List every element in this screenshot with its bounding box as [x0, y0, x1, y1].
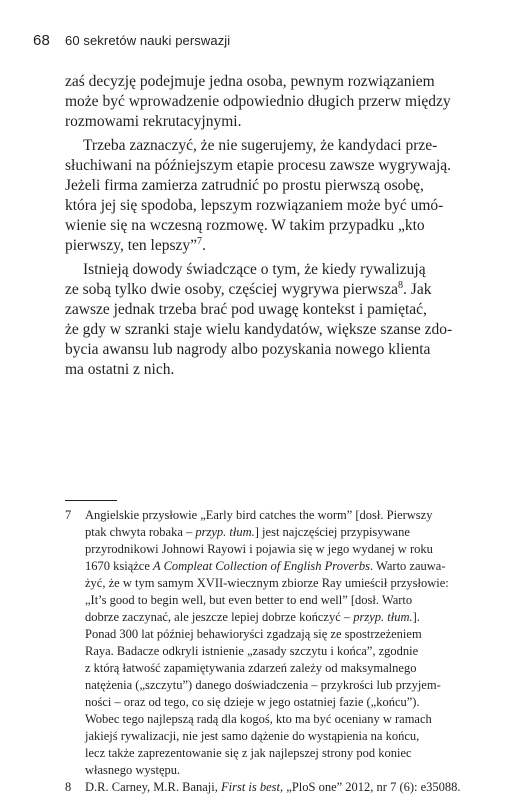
footnote-number: 7: [65, 508, 72, 522]
body-line: ze sobą tylko dwie osoby, częściej wygrywa pierwsza$^8$. Jak: [65, 279, 432, 298]
body-line: która jej się spodoba, lepszym rozwiązaniem może być umó-: [65, 197, 444, 214]
footnote-line: Wobec tego najlepszą radą dla kogoś, kto ma być oceniany w ramach: [85, 712, 432, 726]
body-line: może być wprowadzenie odpowiednio długich przerw między: [65, 93, 451, 110]
footnote-line: przyrodnikowi Johnowi Rayowi i pojawia się w jego wydanej w roku: [85, 542, 433, 556]
footnote-line: Angielskie przysłowie „Early bird catches the worm” [dosł. Pierwszy: [85, 508, 433, 522]
footnote-line: jakiejś rywalizacji, nie jest samo dążenie do wystąpienia na końcu,: [85, 729, 420, 743]
body-line: Trzeba zaznaczyć, że nie sugerujemy, że kandydaci prze-: [83, 137, 438, 154]
footnote-line: ności – oraz od tego, co się dzieje w jego ostatniej fazie („końcu”).: [85, 695, 420, 709]
footnote-line: natężenia („szczytu”) danego doświadczenia – przykrości lub przyjem-: [85, 678, 441, 692]
footnote-line: żyć, że w tym samym XVII-wiecznym zbiorze Ray umieścił przysłowie:: [85, 576, 449, 590]
footnote-number: 8: [65, 780, 72, 794]
footnote-line: z którą łatwość zapamiętywania zdarzeń zależy od maksymalnego: [85, 661, 417, 675]
footnote-line: lecz także zaprezentowanie się z jak najlepszej strony pod koniec: [85, 746, 412, 760]
running-head-title: 60 sekretów nauki perswazji: [65, 33, 231, 48]
footnote-rule: [65, 500, 117, 501]
body-line: słuchiwani na późniejszym etapie procesu zawsze wygrywają.: [65, 157, 452, 174]
body-line: wienie się na wczesną rozmowę. W takim przypadku „kto: [65, 217, 425, 234]
page-number: 68: [33, 32, 51, 49]
body-line: zaś decyzję podejmuje jedna osoba, pewnym rozwiązaniem: [65, 73, 435, 90]
footnote-line: własnego występu.: [85, 763, 181, 777]
footnote-line: dobrze zaczynać, ale jeszcze lepiej dobrze kończyć – przyp. tłum.].: [85, 610, 420, 624]
body-line: ma ostatni z nich.: [65, 361, 175, 378]
footnote-line: Ponad 300 lat później behawioryści zgadzają się ze spostrzeżeniem: [85, 627, 422, 641]
body-line: Jeżeli firma zamierza zatrudnić po prostu pierwszą osobę,: [65, 177, 424, 194]
footnote-line: D.R. Carney, M.R. Banaji, First is best, „PloS one” 2012, nr 7 (6): e35088.: [85, 780, 461, 794]
body-line: rozmowami rekrutacyjnymi.: [65, 113, 242, 130]
body-line: zawsze jednak trzeba brać pod uwagę kontekst i pamiętać,: [65, 301, 427, 318]
footnote-line: ptak chwyta robaka – przyp. tłum.] jest najczęściej przypisywane: [85, 525, 410, 539]
body-line: pierwszy, ten lepszy”$^7$.: [65, 235, 206, 254]
body-line: że gdy w szranki staje wielu kandydatów, większe szanse zdo-: [65, 321, 453, 338]
footnote-line: „It’s good to begin well, but even better to end well” [dosł. Warto: [85, 593, 413, 607]
body-line: bycia awansu lub nagrody albo pozyskania nowego klienta: [65, 341, 431, 358]
footnote-line: 1670 książce A Compleat Collection of English Proverbs. Warto zauwa-: [85, 559, 446, 573]
footnote-line: Raya. Badacze odkryli istnienie „zasady szczytu i końca”, zgodnie: [85, 644, 419, 658]
body-line: Istnieją dowody świadczące o tym, że kiedy rywalizują: [83, 261, 426, 278]
